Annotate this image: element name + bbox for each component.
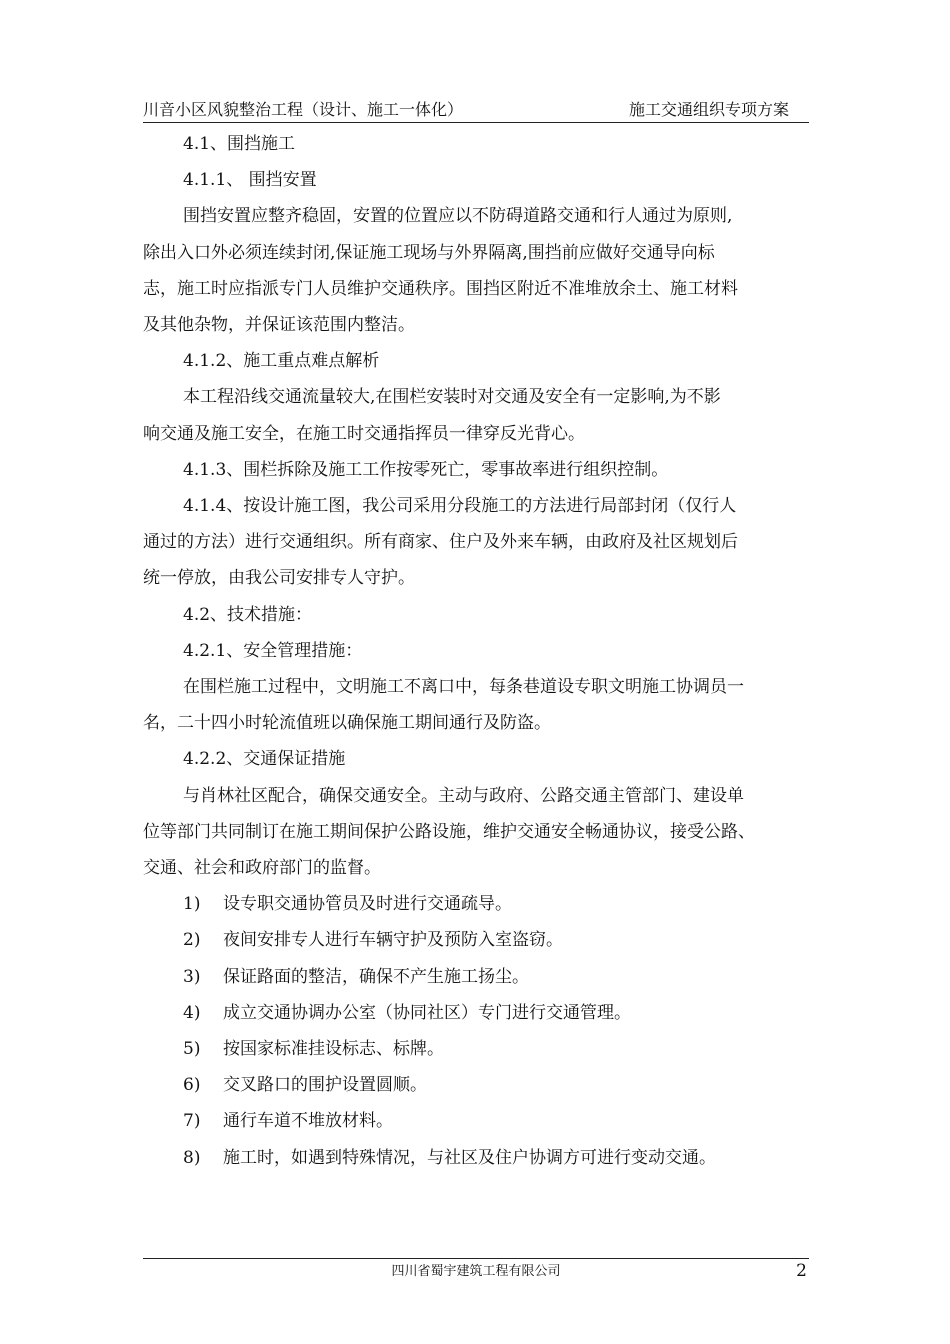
- paragraph-line: 围挡安置应整齐稳固，安置的位置应以不防碍道路交通和行人通过为原则,: [183, 206, 733, 227]
- paragraph-line: 统一停放，由我公司安排专人守护。: [143, 568, 415, 589]
- section-heading-4-1: 4.1、围挡施工: [183, 134, 296, 154]
- list-item-text: 夜间安排专人进行车辆守护及预防入室盗窃。: [223, 930, 563, 951]
- list-item: [143, 959, 809, 995]
- list-item-text: 按国家标准挂设标志、标牌。: [223, 1039, 444, 1060]
- paragraph-line: 位等部门共同制订在施工期间保护公路设施，维护交通安全畅通协议，接受公路、: [143, 821, 755, 842]
- list-item: [143, 1103, 809, 1139]
- paragraph-line: 通过的方法）进行交通组织。所有商家、住户及外来车辆，由政府及社区规划后: [143, 532, 738, 553]
- list-item-number: 5): [183, 1039, 201, 1060]
- list-item: [143, 1067, 809, 1103]
- list-item-text: 施工时，如遇到特殊情况，与社区及住户协调方可进行变动交通。: [223, 1147, 716, 1168]
- list-item-number: 6): [183, 1075, 201, 1096]
- paragraph-line: 与肖林社区配合，确保交通安全。主动与政府、公路交通主管部门、建设单: [183, 785, 744, 806]
- list-item: [143, 886, 809, 922]
- page-number: 2: [796, 1261, 807, 1281]
- subsection-heading-4-1-2: 4.1.2、施工重点难点解析: [183, 351, 380, 372]
- list-item: [143, 1031, 809, 1067]
- list-item: [143, 922, 809, 958]
- subsection-heading-4-2-1: 4.2.1、安全管理措施：: [183, 640, 363, 661]
- list-item-text: 成立交通协调办公室（协同社区）专门进行交通管理。: [223, 1002, 631, 1023]
- footer-company-name: 四川省蜀宇建筑工程有限公司: [391, 1264, 561, 1279]
- page-header: [143, 98, 809, 123]
- paragraph-line: 响交通及施工安全，在施工时交通指挥员一律穿反光背心。: [143, 423, 585, 444]
- list-item-text: 交叉路口的围护设置圆顺。: [223, 1075, 427, 1096]
- list-item-number: 3): [183, 966, 201, 987]
- paragraph-line: 志，施工时应指派专门人员维护交通秩序。围挡区附近不准堆放余土、施工材料: [143, 278, 738, 299]
- subsection-heading-4-1-1: 4.1.1、 围挡安置: [183, 170, 317, 191]
- list-item-number: 4): [183, 1002, 201, 1023]
- list-item-text: 保证路面的整洁，确保不产生施工扬尘。: [223, 966, 529, 987]
- list-item-number: 1): [183, 894, 201, 915]
- list-item-text: 设专职交通协管员及时进行交通疏导。: [223, 894, 512, 915]
- list-item-number: 2): [183, 930, 201, 951]
- list-item: [143, 995, 809, 1031]
- paragraph-line: 交通、社会和政府部门的监督。: [143, 858, 381, 879]
- section-heading-4-2: 4.2、技术措施：: [183, 604, 313, 625]
- list-item: [143, 1140, 809, 1176]
- paragraph-line: 除出入口外必须连续封闭,保证施工现场与外界隔离,围挡前应做好交通导向标: [143, 242, 715, 263]
- header-document-title: 施工交通组织专项方案: [628, 100, 789, 119]
- paragraph-line: 名，二十四小时轮流值班以确保施工期间通行及防盗。: [143, 713, 551, 734]
- page-footer: [143, 1258, 809, 1285]
- measures-list: [143, 886, 809, 1176]
- list-item-text: 通行车道不堆放材料。: [223, 1111, 393, 1132]
- paragraph-line: 本工程沿线交通流量较大,在围栏安装时对交通及安全有一定影响,为不影: [183, 387, 721, 408]
- header-project-title: 川音小区风貌整治工程（设计、施工一体化）: [143, 100, 464, 119]
- document-body: [143, 126, 809, 1176]
- list-item-number: 7): [183, 1111, 201, 1132]
- subsection-heading-4-1-3: 4.1.3、围栏拆除及施工工作按零死亡，零事故率进行组织控制。: [183, 459, 669, 480]
- paragraph-line: 在围栏施工过程中，文明施工不离口中，每条巷道设专职文明施工协调员一: [183, 677, 744, 698]
- paragraph-line: 及其他杂物，并保证该范围内整洁。: [143, 315, 415, 336]
- list-item-number: 8): [183, 1147, 201, 1168]
- subsection-heading-4-1-4: 4.1.4、按设计施工图，我公司采用分段施工的方法进行局部封闭（仅行人: [183, 496, 737, 517]
- subsection-heading-4-2-2: 4.2.2、交通保证措施: [183, 749, 346, 770]
